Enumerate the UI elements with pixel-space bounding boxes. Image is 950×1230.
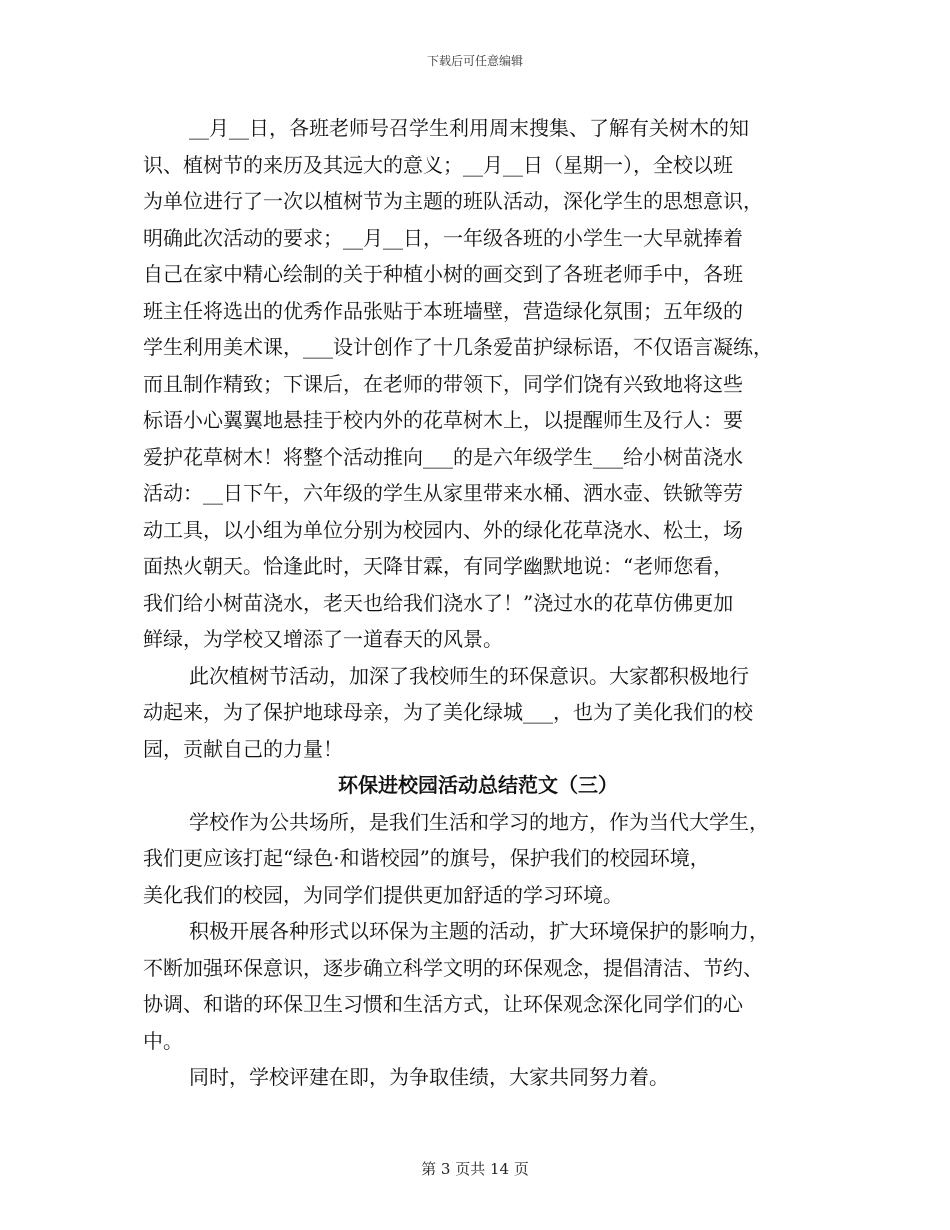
- text-line: 积极开展各种形式以环保为主题的活动，扩大环境保护的影响力，: [189, 919, 769, 943]
- text-line: 动工具，以小组为单位分别为校园内、外的绿化花草浇水、松土，场: [143, 517, 743, 542]
- section-title: 环保进校园活动总结范文（三）: [338, 773, 618, 797]
- text-line: 爱护花草树木！将整个活动推向___的是六年级学生___给小树苗浇水: [143, 444, 743, 469]
- text-line: 学校作为公共场所，是我们生活和学习的地方，作为当代大学生，: [189, 809, 769, 834]
- text-line: 我们更应该打起“绿色·和谐校园”的旗号，保护我们的校园环境，: [143, 846, 710, 870]
- text-line: 活动：__日下午，六年级的学生从家里带来水桶、洒水壶、铁锨等劳: [143, 481, 743, 505]
- text-line: 园，贡献自己的力量！: [143, 736, 343, 761]
- text-line: __月__日，各班老师号召学生利用周末搜集、了解有关树木的知: [189, 116, 749, 140]
- text-line: 识、植树节的来历及其远大的意义；__月__日（星期一），全校以班: [143, 152, 733, 177]
- text-line: 我们给小树苗浇水，老天也给我们浇水了！”浇过水的花草仿佛更加: [143, 590, 734, 615]
- text-line: 明确此次活动的要求；__月__日，一年级各班的小学生一大早就捧着: [143, 225, 743, 250]
- document-body: [143, 110, 813, 1096]
- text-line: 班主任将选出的优秀作品张贴于本班墙壁，营造绿化氛围；五年级的: [143, 298, 743, 323]
- text-line: 面热火朝天。恰逢此时，天降甘霖，有同学幽默地说：“老师您看，: [143, 554, 734, 578]
- paragraph-2: [143, 658, 813, 768]
- text-line: 不断加强环保意识，逐步确立科学文明的环保观念，提倡清洁、节约、: [143, 955, 763, 980]
- text-line: 鲜绿，为学校又增添了一道春天的风景。: [143, 627, 503, 651]
- paragraph-5: [143, 1059, 813, 1096]
- text-line: 学生利用美术课，___设计创作了十几条爱苗护绿标语，不仅语言凝练，: [143, 335, 773, 359]
- text-line: 标语小心翼翼地悬挂于校内外的花草树木上，以提醒师生及行人：要: [143, 408, 743, 432]
- text-line: 而且制作精致；下课后，在老师的带领下，同学们饶有兴致地将这些: [143, 371, 743, 396]
- page-footer: 第 3 页共 14 页: [421, 1160, 529, 1178]
- text-line: 动起来，为了保护地球母亲，为了美化绿城___，也为了美化我们的校: [143, 700, 753, 724]
- text-line: 同时，学校评建在即，为争取佳绩，大家共同努力着。: [189, 1065, 669, 1089]
- paragraph-4: [143, 913, 813, 1059]
- page-header: 下载后可任意编辑: [426, 54, 523, 68]
- paragraph-1: [143, 110, 813, 658]
- text-line: 中。: [143, 1028, 183, 1053]
- text-line: 此次植树节活动，加深了我校师生的环保意识。大家都积极地行: [189, 663, 749, 688]
- paragraph-3: [143, 804, 813, 914]
- text-line: 协调、和谐的环保卫生习惯和生活方式，让环保观念深化同学们的心: [143, 992, 743, 1016]
- text-line: 自己在家中精心绘制的关于种植小树的画交到了各班老师手中，各班: [143, 262, 743, 286]
- text-line: 为单位进行了一次以植树节为主题的班队活动，深化学生的思想意识，: [143, 189, 763, 213]
- text-line: 美化我们的校园，为同学们提供更加舒适的学习环境。: [143, 882, 623, 907]
